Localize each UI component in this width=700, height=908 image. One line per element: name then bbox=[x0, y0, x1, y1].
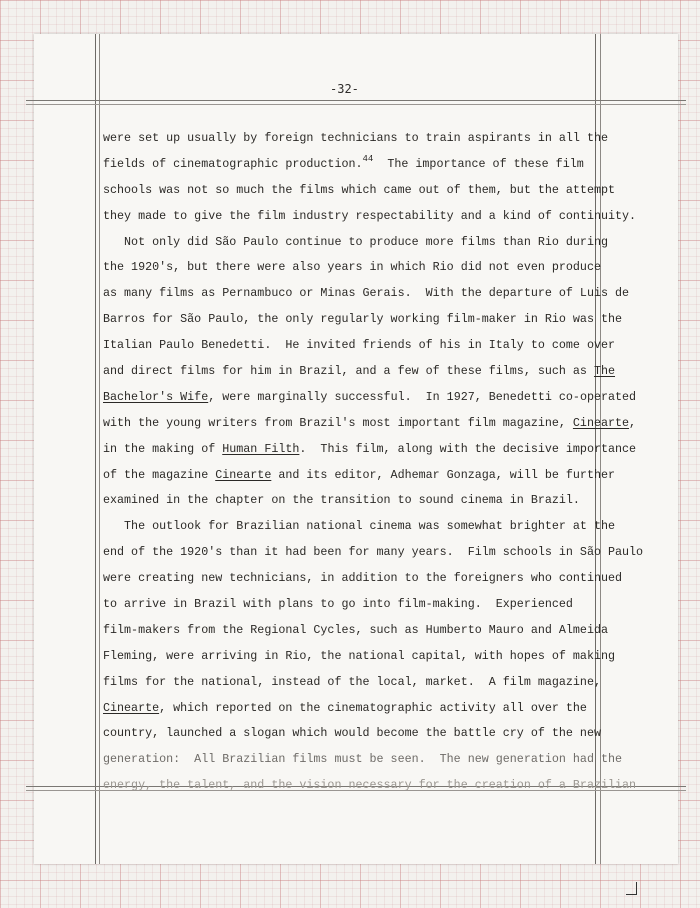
text-span: , which reported on the cinematographic activity all over the bbox=[159, 700, 587, 715]
text-span: of the magazine bbox=[103, 467, 216, 482]
text-line bbox=[103, 439, 637, 465]
text-span: they made to give the film industry respectability and a kind of continuity. bbox=[103, 208, 637, 223]
text-line bbox=[103, 154, 599, 180]
text-span: film-makers from the Regional Cycles, such as Humberto Mauro and Almeida bbox=[103, 622, 608, 637]
left-margin-rule-inner bbox=[99, 34, 100, 864]
text-span: Italian Paulo Benedetti. He invited friends of his in Italy to come over bbox=[103, 338, 615, 353]
text-span: schools was not so much the films which came out of them, but the attempt bbox=[103, 182, 615, 197]
text-line bbox=[103, 283, 630, 309]
text-line bbox=[103, 309, 623, 335]
text-line bbox=[103, 128, 608, 154]
text-span: Barros for São Paulo, the only regularly working film-maker in Rio was the bbox=[103, 312, 623, 327]
text-line bbox=[103, 698, 599, 724]
text-line bbox=[103, 516, 615, 542]
text-span: fields of cinematographic production. bbox=[103, 156, 363, 171]
text-span: the 1920's, but there were also years in which Rio did not even produce bbox=[103, 260, 601, 275]
text-span: in the making of bbox=[103, 441, 223, 456]
text-span: and direct films for him in Brazil, and a few of these films, such as bbox=[103, 364, 594, 379]
text-line bbox=[103, 568, 623, 594]
underlined-title: Human Filth bbox=[222, 441, 300, 456]
text-span: , bbox=[629, 415, 637, 430]
text-line bbox=[103, 335, 615, 361]
text-line bbox=[103, 723, 599, 749]
text-span: Not only did São Paulo continue to produce more films than Rio during bbox=[103, 234, 608, 249]
text-span: films for the national, instead of the local, market. A film magazine, bbox=[103, 674, 601, 689]
text-span: end of the 1920's than it had been for many years. Film schools in São Paulo bbox=[103, 545, 644, 560]
text-span: examined in the chapter on the transition to sound cinema in Brazil. bbox=[103, 493, 580, 508]
text-line bbox=[103, 232, 608, 258]
text-line bbox=[103, 542, 644, 568]
text-line bbox=[103, 775, 637, 801]
underlined-title: Cinearte bbox=[215, 467, 272, 482]
text-line bbox=[103, 672, 599, 698]
text-span: country, launched a slogan which would become the battle cry of the new bbox=[103, 726, 601, 741]
text-line bbox=[103, 646, 615, 672]
top-margin-rule bbox=[26, 100, 686, 101]
underlined-title: Cinearte bbox=[572, 415, 630, 430]
text-line bbox=[103, 490, 599, 516]
text-span: Fleming, were arriving in Rio, the national capital, with hopes of making bbox=[103, 648, 615, 663]
underlined-title: The bbox=[593, 364, 616, 379]
text-span: generation: All Brazilian films must be seen. The new generation had the bbox=[103, 752, 623, 767]
text-span: and its editor, Adhemar Gonzaga, will be further bbox=[271, 467, 615, 482]
underlined-title: Cinearte bbox=[103, 700, 160, 715]
text-line bbox=[103, 206, 637, 232]
text-line bbox=[103, 361, 616, 387]
text-line bbox=[103, 620, 608, 646]
footnote-ref: 44 bbox=[362, 153, 374, 164]
corner-crop-mark bbox=[626, 882, 637, 895]
underlined-title: Bachelor's Wife bbox=[103, 389, 209, 404]
text-line bbox=[103, 465, 615, 491]
text-span: as many films as Pernambuco or Minas Gerais. With the departure of Luis de bbox=[103, 286, 630, 301]
body-text bbox=[103, 128, 644, 801]
text-span: to arrive in Brazil with plans to go into film-making. Experienced bbox=[103, 597, 573, 612]
text-span: The outlook for Brazilian national cinema was somewhat brighter at the bbox=[103, 519, 615, 534]
text-span: with the young writers from Brazil's most important film magazine, bbox=[103, 415, 573, 430]
text-span: energy, the talent, and the vision necessary for the creation of a Brazilian bbox=[103, 778, 637, 793]
text-span: , were marginally successful. In 1927, Benedetti co-operated bbox=[208, 389, 637, 404]
left-margin-rule bbox=[95, 34, 96, 864]
page-number: -32- bbox=[330, 82, 359, 96]
text-line bbox=[103, 594, 599, 620]
text-line bbox=[103, 387, 637, 413]
text-line bbox=[103, 413, 637, 439]
text-span: . This film, along with the decisive importance bbox=[299, 441, 637, 456]
text-line bbox=[103, 180, 615, 206]
text-span: The importance of these film bbox=[373, 156, 584, 171]
text-span: were set up usually by foreign technicians to train aspirants in all the bbox=[103, 131, 608, 145]
top-margin-rule-lower bbox=[26, 104, 686, 105]
text-line bbox=[103, 749, 623, 775]
text-span: were creating new technicians, in addition to the foreigners who continued bbox=[103, 571, 623, 586]
text-line bbox=[103, 257, 599, 283]
